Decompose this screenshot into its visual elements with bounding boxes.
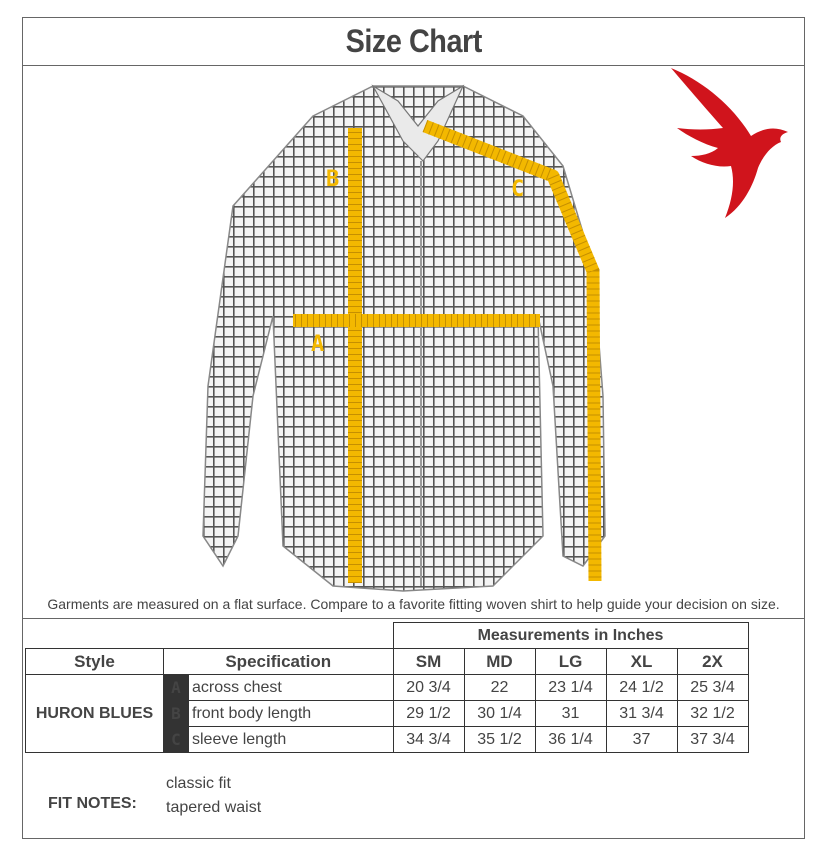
- title-bar: [23, 18, 804, 66]
- size-header-sm: SM: [393, 649, 464, 675]
- table-cell: 29 1/2: [393, 701, 464, 727]
- letter-a: A: [311, 332, 325, 357]
- letter-b: B: [326, 167, 340, 192]
- fit-notes-list: [166, 772, 261, 820]
- size-header-2x: 2X: [677, 649, 748, 675]
- table-cell: 31: [535, 701, 606, 727]
- spec-label: across chest: [189, 675, 394, 701]
- table-cell: 30 1/4: [464, 701, 535, 727]
- page-title: Size Chart: [345, 23, 482, 59]
- row-letter-a: A: [164, 675, 189, 701]
- table-cell: 20 3/4: [393, 675, 464, 701]
- table-cell: 37 3/4: [677, 727, 748, 753]
- table-cell: 35 1/2: [464, 727, 535, 753]
- table-cell: 32 1/2: [677, 701, 748, 727]
- letter-c: C: [511, 177, 525, 202]
- table-cell: 22: [464, 675, 535, 701]
- table-cell: 25 3/4: [677, 675, 748, 701]
- table-group-header-row: [26, 623, 749, 649]
- shirt-illustration: [193, 66, 613, 598]
- row-letter-b: B: [164, 701, 189, 727]
- fit-note: tapered waist: [166, 799, 262, 816]
- ruler-b: [348, 128, 362, 583]
- spec-label: front body length: [189, 701, 394, 727]
- row-letter-c: C: [164, 727, 189, 753]
- table-cell: 31 3/4: [606, 701, 677, 727]
- fit-notes-label: FIT NOTES:: [48, 795, 137, 812]
- spec-label: sleeve length: [189, 727, 394, 753]
- size-table: [25, 622, 749, 753]
- fit-note: classic fit: [166, 775, 231, 792]
- section-divider: [23, 618, 804, 619]
- measurements-header: Measurements in Inches: [393, 623, 748, 649]
- swallow-logo-icon: [663, 66, 803, 226]
- size-header-md: MD: [464, 649, 535, 675]
- specification-column-header: Specification: [164, 649, 394, 675]
- size-header-xl: XL: [606, 649, 677, 675]
- table-cell: 24 1/2: [606, 675, 677, 701]
- style-column-header: Style: [26, 649, 164, 675]
- table-cell: 37: [606, 727, 677, 753]
- measurement-caption: Garments are measured on a flat surface. Compare to a favorite fitting woven shirt to help guide your decision on size.: [47, 596, 780, 612]
- table-cell: 36 1/4: [535, 727, 606, 753]
- table-row: [26, 675, 749, 701]
- table-header-row: [26, 649, 749, 675]
- size-header-lg: LG: [535, 649, 606, 675]
- ruler-a: [293, 314, 540, 327]
- table-cell: 23 1/4: [535, 675, 606, 701]
- table-cell: 34 3/4: [393, 727, 464, 753]
- shirt-body: [203, 86, 605, 591]
- style-name: HURON BLUES: [26, 675, 164, 753]
